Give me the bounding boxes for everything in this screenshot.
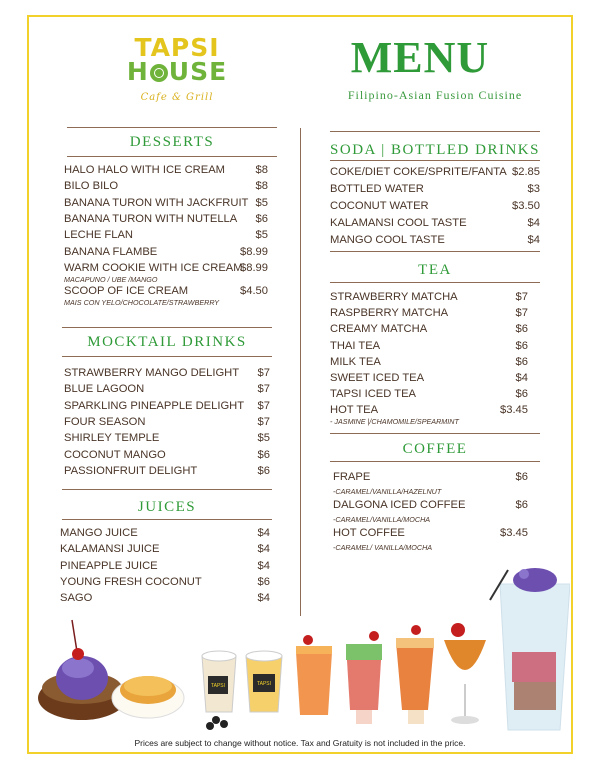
section-heading-mocktails: MOCKTAIL DRINKS [87, 334, 247, 350]
menu-item-price: $6 [515, 471, 528, 483]
cocktail-glass-image [444, 623, 486, 724]
section-heading-coffee: COFFEE [402, 441, 468, 457]
menu-item-price: $7 [257, 415, 270, 428]
menu-item-name: BANANA FLAMBE [64, 245, 158, 258]
menu-item-name: MANGO JUICE [60, 527, 138, 539]
menu-item-name: RASPBERRY MATCHA [330, 307, 449, 320]
menu-item-name: LECHE FLAN [64, 229, 134, 242]
divider [330, 282, 540, 283]
menu-item-name: BILO BILO [64, 180, 119, 193]
menu-item-name: COCONUT MANGO [64, 448, 166, 461]
halo-halo-glass-image [490, 568, 570, 730]
menu-item-name: MILK TEA [330, 355, 381, 368]
menu-item-name: SWEET ICED TEA [330, 372, 425, 384]
menu-item-name: MANGO COOL TASTE [330, 234, 445, 246]
mocktail-glass-image [396, 625, 434, 724]
cup-label: TAPSI [210, 683, 226, 689]
brand-tagline: Cafe & Grill [140, 92, 214, 103]
menu-item-name: FRAPE [333, 471, 371, 483]
menu-item-name: STRAWBERRY MATCHA [330, 291, 458, 303]
divider [330, 160, 540, 161]
menu-item-price: $8 [255, 180, 268, 193]
menu-item-name: CREAMY MATCHA [330, 323, 428, 336]
divider [62, 327, 272, 328]
menu-item-name: COKE/DIET COKE/SPRITE/FANTA [330, 166, 507, 178]
menu-item-name: TAPSI ICED TEA [330, 388, 416, 401]
menu-item-name: WARM COOKIE WITH ICE CREAM [64, 261, 243, 274]
menu-item-name: COCONUT WATER [330, 200, 429, 212]
divider [62, 519, 272, 520]
menu-item-name: BLUE LAGOON [64, 383, 145, 396]
menu-item-name: SAGO [60, 592, 93, 605]
menu-item-name: SPARKLING PINEAPPLE DELIGHT [64, 399, 245, 412]
menu-item-name: BANANA TURON WITH JACKFRUIT [64, 196, 249, 209]
menu-item-price: $4 [257, 592, 270, 605]
menu-item-price: $5 [255, 229, 268, 242]
brand-line-1: TAPSI [134, 33, 220, 62]
menu-item-note: -CARAMEL/VANILLA/HAZELNUT [333, 487, 442, 496]
menu-item-price: $5 [255, 196, 268, 209]
column-divider [300, 128, 301, 616]
menu-item-price: $7 [257, 367, 270, 379]
menu-item-price: $6 [257, 575, 270, 588]
divider [67, 127, 277, 128]
menu-item-name: SCOOP OF ICE CREAM [64, 285, 189, 298]
menu-item-note: - JASMINE |/CHAMOMILE/SPEARMINT [330, 417, 459, 427]
menu-item-price: $5 [257, 432, 270, 445]
menu-item-price: $4.50 [240, 285, 268, 298]
menu-item-price: $4 [257, 559, 270, 572]
leche-flan-image [112, 676, 184, 718]
menu-subtitle: Filipino-Asian Fusion Cuisine [347, 88, 523, 102]
menu-item-name: KALAMANSI COOL TASTE [330, 217, 467, 229]
mocktail-glass-image [296, 635, 332, 715]
section-heading-desserts: DESSERTS [129, 134, 215, 150]
milk-tea-cup-image [202, 651, 236, 730]
divider [62, 489, 272, 490]
food-drinks-illustration [30, 560, 570, 740]
menu-item-name: FOUR SEASON [64, 415, 146, 428]
menu-item-name: BOTTLED WATER [330, 183, 424, 195]
menu-item-price: $8 [255, 164, 268, 176]
menu-item-price: $4 [527, 234, 540, 246]
menu-item-price: $3.45 [500, 527, 528, 539]
divider [62, 356, 272, 357]
menu-item-price: $6 [257, 448, 270, 461]
menu-item-price: $6 [515, 339, 528, 352]
menu-item-name: HOT COFFEE [333, 527, 405, 539]
menu-title: MENU [350, 33, 490, 82]
menu-item-name: PASSIONFRUIT DELIGHT [64, 464, 198, 477]
section-heading-juices: JUICES [137, 499, 197, 515]
menu-item-price: $2.85 [512, 166, 540, 178]
menu-item-name: PINEAPPLE JUICE [60, 559, 158, 572]
menu-item-price: $8.99 [240, 261, 268, 274]
menu-item-price: $6 [515, 323, 528, 336]
menu-item-price: $3.45 [500, 404, 528, 417]
menu-item-price: $7 [515, 291, 528, 303]
menu-item-price: $4 [515, 372, 528, 384]
brand-logo [112, 33, 242, 86]
menu-item-name: DALGONA ICED COFFEE [333, 499, 466, 511]
menu-item-name: HALO HALO WITH ICE CREAM [64, 164, 225, 176]
menu-item-name: THAI TEA [330, 339, 381, 352]
menu-item-price: $4 [257, 527, 270, 539]
menu-item-name: HOT TEA [330, 404, 379, 417]
menu-item-price: $7 [515, 307, 528, 320]
menu-item-note: MAIS CON YELO/CHOCOLATE/STRAWBERRY [64, 298, 220, 308]
menu-item-price: $7 [257, 399, 270, 412]
divider [330, 461, 540, 462]
menu-item-price: $6 [515, 388, 528, 401]
menu-item-price: $8.99 [240, 245, 268, 258]
menu-item-price: $4 [527, 217, 540, 229]
ube-dessert-image [38, 620, 126, 720]
menu-item-note: -CARAMEL/VANILLA/MOCHA [333, 515, 431, 524]
mocktail-glass-image [346, 631, 382, 724]
menu-item-price: $7 [257, 383, 270, 396]
menu-item-note: -CARAMEL/ VANILLA/MOCHA [333, 543, 433, 552]
menu-item-price: $6 [255, 212, 268, 225]
divider [67, 156, 277, 157]
mango-tea-cup-image [246, 651, 282, 712]
menu-item-price: $3.50 [512, 200, 540, 212]
menu-item-name: SHIRLEY TEMPLE [64, 432, 160, 445]
menu-item-price: $6 [257, 464, 270, 477]
cup-label: TAPSI [256, 681, 272, 687]
menu-item-price: $6 [515, 355, 528, 368]
section-heading-tea: TEA [418, 262, 452, 278]
menu-item-price: $6 [515, 499, 528, 511]
menu-item-name: STRAWBERRY MANGO DELIGHT [64, 367, 240, 379]
menu-item-price: $3 [527, 183, 540, 195]
lemon-icon [150, 64, 168, 82]
section-heading-soda: SODA | BOTTLED DRINKS [330, 142, 540, 158]
menu-item-name: BANANA TURON WITH NUTELLA [64, 212, 238, 225]
brand-line-2: H USE [126, 57, 228, 86]
divider [330, 251, 540, 252]
menu-item-price: $4 [257, 543, 270, 556]
divider [330, 131, 540, 132]
menu-item-name: KALAMANSI JUICE [60, 543, 160, 556]
footer-disclaimer: Prices are subject to change without notice. Tax and Gratuity is not included in the price. [134, 738, 466, 748]
menu-item-name: YOUNG FRESH COCONUT [60, 575, 202, 588]
divider [330, 433, 540, 434]
menu-item-note: MACAPUNO / UBE /MANGO [64, 274, 158, 284]
